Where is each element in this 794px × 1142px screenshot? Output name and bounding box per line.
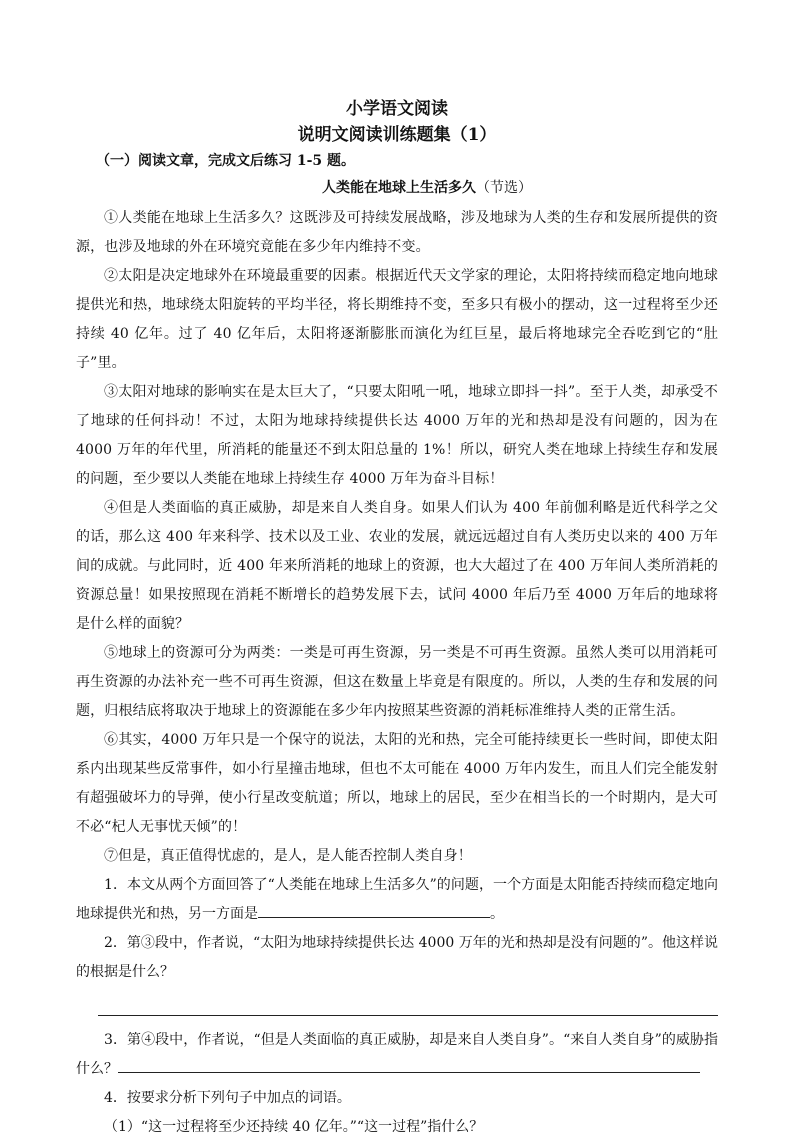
paragraph-4: ④但是人类面临的真正威胁，却是来自人类自身。如果人们认为 400 年前伽利略是近代科学之父的话，那么这 400 年来科学、技术以及工业、农业的发展，就远远超过自有人类历史以来的 400 万年间的成就。与此同时，近 400 年来所消耗的地球上的资源，也大大超过了在 400 万年间人类所消耗的资源总量！如果按照现在消耗不断增长的趋势发展下去，试问 4000 年后乃至 4000 万年后的地球将是什么样的面貌？ (76, 500, 718, 632)
question-1 (76, 871, 718, 929)
question-1-text: 1．本文从两个方面回答了“人类能在地球上生活多久”的问题，一个方面是太阳能否持续而稳定地向地球提供光和热，另一方面是 (76, 877, 718, 922)
question-4: 4．按要求分析下列句子中加点的词语。 (104, 1090, 351, 1106)
page-subtitle: 说明文阅读训练题集（1） (297, 125, 497, 145)
paragraph-2: ②太阳是决定地球外在环境最重要的因素。根据近代天文学家的理论，太阳将持续而稳定地向地球提供光和热，地球绕太阳旋转的平均半径，将长期维持不变，至多只有极小的摆动，这一过程将至少还持续 40 亿年。过了 40 亿年后，太阳将逐渐膨胀而演化为红巨星，最后将地球完全吞吃到它的“肚子”里。 (76, 268, 718, 371)
answer-blank-1[interactable] (258, 903, 490, 918)
page-title: 小学语文阅读 (346, 99, 448, 119)
paragraph-3: ③太阳对地球的影响实在是太巨大了，“只要太阳吼一吼，地球立即抖一抖”。至于人类，却承受不了地球的任何抖动！不过，太阳为地球持续提供长达 4000 万年的光和热却是没有问题的，因为在 4000 万年的年代里，所消耗的能量还不到太阳总量的 1%！所以，研究人类在地球上持续生存和发展的问题，至少要以人类能在地球上持续生存 4000 万年为奋斗目标！ (76, 384, 718, 487)
question-4-sub-1: （1）“这一过程将至少还持续 40 亿年。”“这一过程”指什么？ (104, 1119, 484, 1135)
question-3 (76, 1026, 718, 1084)
answer-blank-3[interactable] (118, 1058, 700, 1073)
question-1-end: 。 (490, 906, 504, 922)
article-title (136, 176, 718, 200)
question-2: 2．第③段中，作者说，“太阳为地球持续提供长达 4000 万年的光和热却是没有问题的”。他这样说的根据是什么？ (76, 935, 718, 980)
section-instruction: （一）阅读文章，完成文后练习 1-5 题。 (96, 153, 356, 169)
question-3-text: 3．第④段中，作者说，“但是人类面临的真正威胁，却是来自人类自身”。“来自人类自身”的威胁指什么？ (76, 1032, 718, 1077)
article-title-note: （节选） (476, 180, 532, 196)
paragraph-7: ⑦但是，真正值得忧虑的，是人，是人能否控制人类自身！ (104, 848, 472, 864)
paragraph-6: ⑥其实，4000 万年只是一个保守的说法，太阳的光和热，完全可能持续更长一些时间，即使太阳系内出现某些反常事件，如小行星撞击地球，但也不太可能在 4000 万年内发生，而且人们完全能发射有超强破坏力的导弹，使小行星改变航道；所以，地球上的居民，至少在相当长的一个时期内，是大可不必“杞人无事忧天倾”的！ (76, 732, 718, 835)
paragraph-1: ①人类能在地球上生活多久？这既涉及可持续发展战略，涉及地球为人类的生存和发展所提供的资源，也涉及地球的外在环境究竟能在多少年内维持不变。 (76, 210, 718, 255)
worksheet-page (76, 96, 718, 1142)
article-title-text: 人类能在地球上生活多久 (322, 180, 476, 196)
paragraph-5: ⑤地球上的资源可分为两类：一类是可再生资源，另一类是不可再生资源。虽然人类可以用消耗可再生资源的办法补充一些不可再生资源，但这在数量上毕竟是有限度的。所以，人类的生存和发展的问题，归根结底将取决于地球上的资源能在多少年内按照某些资源的消耗标准维持人类的正常生活。 (76, 645, 718, 719)
answer-line-2[interactable] (98, 1015, 718, 1016)
